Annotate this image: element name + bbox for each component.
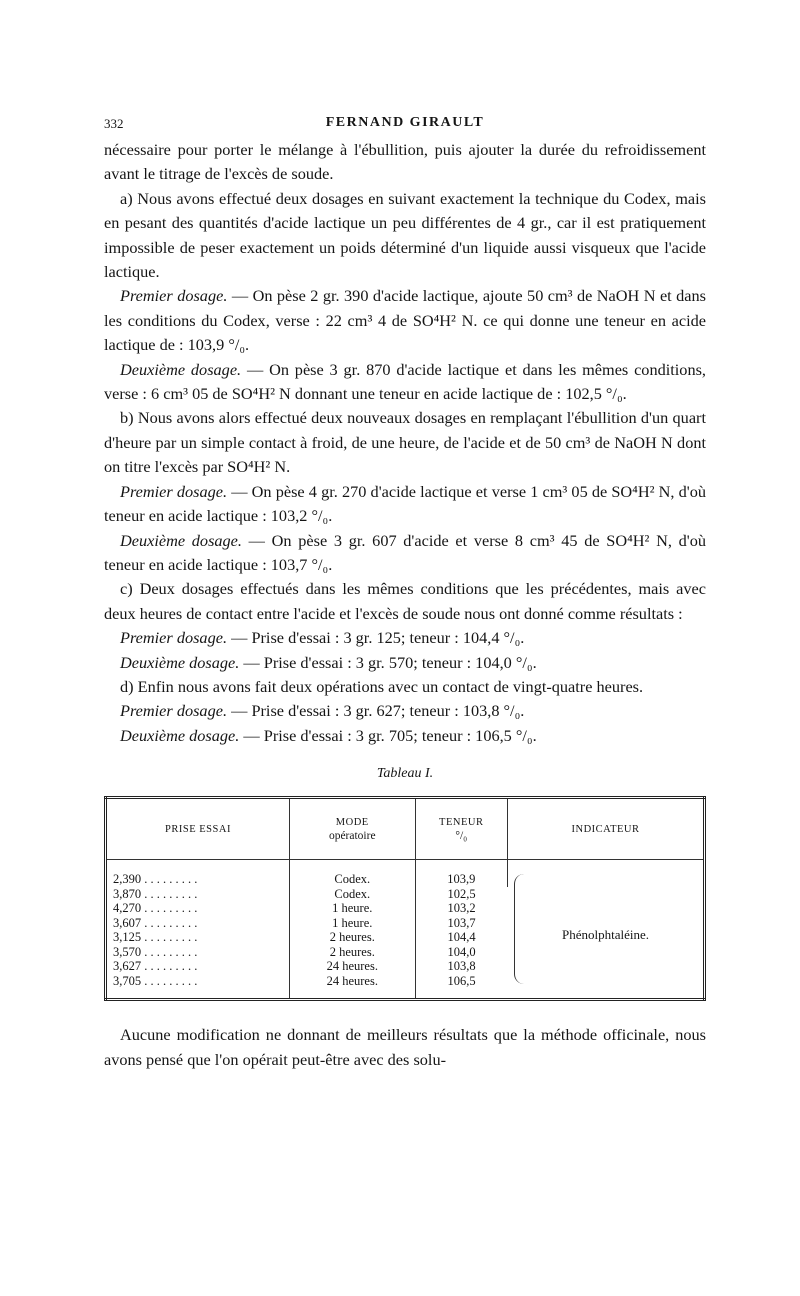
paragraph: d) Enfin nous avons fait deux opérations avec un contact de vingt-quatre heures. <box>120 676 644 696</box>
paragraph <box>104 529 706 578</box>
cell-prise: 3,627 . . . . . . . . . <box>106 959 290 974</box>
column-header-mode-label: MODE <box>335 816 369 828</box>
cell-mode: 2 heures. <box>290 930 416 945</box>
paragraph: c) Deux dosages effectués dans les mêmes conditions que les précédentes, mais avec deux heures de contact entre l'acide et l'excès de soude nous ont donné comme résultats : <box>104 579 706 623</box>
cell-mode: 24 heures. <box>290 959 416 974</box>
page <box>104 112 706 1072</box>
running-title: FERNAND GIRAULT <box>325 115 485 130</box>
results-table <box>104 796 706 1001</box>
run-in-heading: Premier dosage. <box>120 628 228 648</box>
cell-prise: 2,390 . . . . . . . . . <box>106 860 290 887</box>
paragraph: nécessaire pour porter le mélange à l'ébullition, puis ajouter la durée du refroidissement avant le titrage de l'excès de soude. <box>104 140 706 184</box>
cell-prise: 3,125 . . . . . . . . . <box>106 930 290 945</box>
table-header-row <box>106 798 705 860</box>
paragraph <box>104 699 706 723</box>
cell-prise: 4,270 . . . . . . . . . <box>106 901 290 916</box>
cell-mode: 1 heure. <box>290 916 416 931</box>
paragraph-text: — Prise d'essai : 3 gr. 125; teneur : 104,4 °/₀. <box>227 628 525 648</box>
cell-mode: 24 heures. <box>290 974 416 1000</box>
page-number: 332 <box>104 116 124 131</box>
run-in-heading: Premier dosage. <box>120 701 228 721</box>
column-header-indicateur: INDICATEUR <box>508 798 705 860</box>
column-header-mode-sub: opératoire <box>328 829 376 842</box>
cell-prise: 3,570 . . . . . . . . . <box>106 945 290 960</box>
cell-prise: 3,607 . . . . . . . . . <box>106 916 290 931</box>
cell-teneur: 102,5 <box>447 886 476 901</box>
column-header-mode <box>290 798 416 860</box>
paragraph <box>104 626 706 650</box>
cell-prise: 3,870 . . . . . . . . . <box>106 887 290 902</box>
cell-teneur: 103,9 <box>415 860 507 887</box>
paragraph <box>104 480 706 529</box>
cell-teneur: 106,5 <box>447 973 476 988</box>
paragraph-text: — Prise d'essai : 3 gr. 570; teneur : 104,0 °/₀. <box>239 652 537 672</box>
cell-teneur: 103,8 <box>447 959 476 974</box>
paragraph <box>104 724 706 748</box>
column-header-prise: PRISE ESSAI <box>106 798 290 860</box>
cell-mode: Codex. <box>290 887 416 902</box>
paragraph-text: — On pèse 3 gr. 870 d'acide lactique et dans les mêmes conditions, verse : 6 cm³ 05 de SO⁴H² N donnant une teneur en acide lactique de : 102,5 °/₀. <box>104 359 706 404</box>
paragraph: a) Nous avons effectué deux dosages en suivant exactement la technique du Codex, mais en pesant des quantités d'acide lactique un peu différentes de 4 gr., car il est pratiquement impossible de peser exactement un poids déterminé d'un liquide aussi visqueux que l'acide lactique. <box>104 188 706 282</box>
paragraph-text: — On pèse 3 gr. 607 d'acide et verse 8 cm³ 45 de SO⁴H² N, d'où teneur en acide lactique : 103,7 °/₀. <box>104 530 706 574</box>
run-in-heading: Deuxième dosage. <box>120 652 240 672</box>
paragraph-text: — Prise d'essai : 3 gr. 627; teneur : 103,8 °/₀. <box>227 701 525 721</box>
body-text <box>104 138 706 748</box>
run-in-heading: Premier dosage. <box>120 481 228 501</box>
paragraph <box>104 284 706 357</box>
indicateur-value: Phénolphtaléine. <box>561 926 649 942</box>
run-in-heading: Deuxième dosage. <box>120 359 242 379</box>
cell-mode: 1 heure. <box>290 901 416 916</box>
run-in-heading: Deuxième dosage. <box>120 530 242 550</box>
cell-teneur: 103,7 <box>447 915 476 930</box>
paragraph: Aucune modification ne donnant de meilleurs résultats que la méthode officinale, nous avons pensé que l'on opérait peut-être avec des solu- <box>104 1025 706 1069</box>
run-in-heading: Deuxième dosage. <box>120 725 240 745</box>
page-header <box>104 112 706 138</box>
paragraph: b) Nous avons alors effectué deux nouveaux dosages en remplaçant l'ébullition d'un quart d'heure par un simple contact à froid, de une heure, de l'acide et de 50 cm³ de NaOH N dont on titre l'excès par SO⁴H² N. <box>104 408 706 477</box>
paragraph-text: — Prise d'essai : 3 gr. 705; teneur : 106,5 °/₀. <box>239 725 537 745</box>
cell-prise: 3,705 . . . . . . . . . <box>106 974 290 1000</box>
column-header-teneur <box>415 798 507 860</box>
paragraph <box>104 651 706 675</box>
brace-icon <box>514 874 525 984</box>
paragraph-text: — On pèse 2 gr. 390 d'acide lactique, ajoute 50 cm³ de NaOH N et dans les conditions du Codex, verse : 22 cm³ 4 de SO⁴H² N. ce qui donne une teneur en acide lactique de : 103,9 °/₀. <box>104 286 706 355</box>
cell-teneur: 104,0 <box>447 944 476 959</box>
cell-teneur: 104,4 <box>447 930 476 945</box>
run-in-heading: Premier dosage. <box>120 286 228 306</box>
cell-mode: Codex. <box>290 860 416 887</box>
column-header-teneur-sub: °/₀ <box>455 829 468 842</box>
cell-indicateur <box>508 860 705 1000</box>
closing-text <box>104 1023 706 1072</box>
cell-teneur: 103,2 <box>447 901 476 916</box>
paragraph-text: — On pèse 4 gr. 270 d'acide lactique et verse 1 cm³ 05 de SO⁴H² N, d'où teneur en acide lactique : 103,2 °/₀. <box>104 481 706 526</box>
table-row <box>106 860 705 887</box>
column-header-teneur-label: TENEUR <box>439 816 484 828</box>
table-caption: Tableau I. <box>376 766 434 782</box>
cell-mode: 2 heures. <box>290 945 416 960</box>
paragraph <box>104 358 706 407</box>
